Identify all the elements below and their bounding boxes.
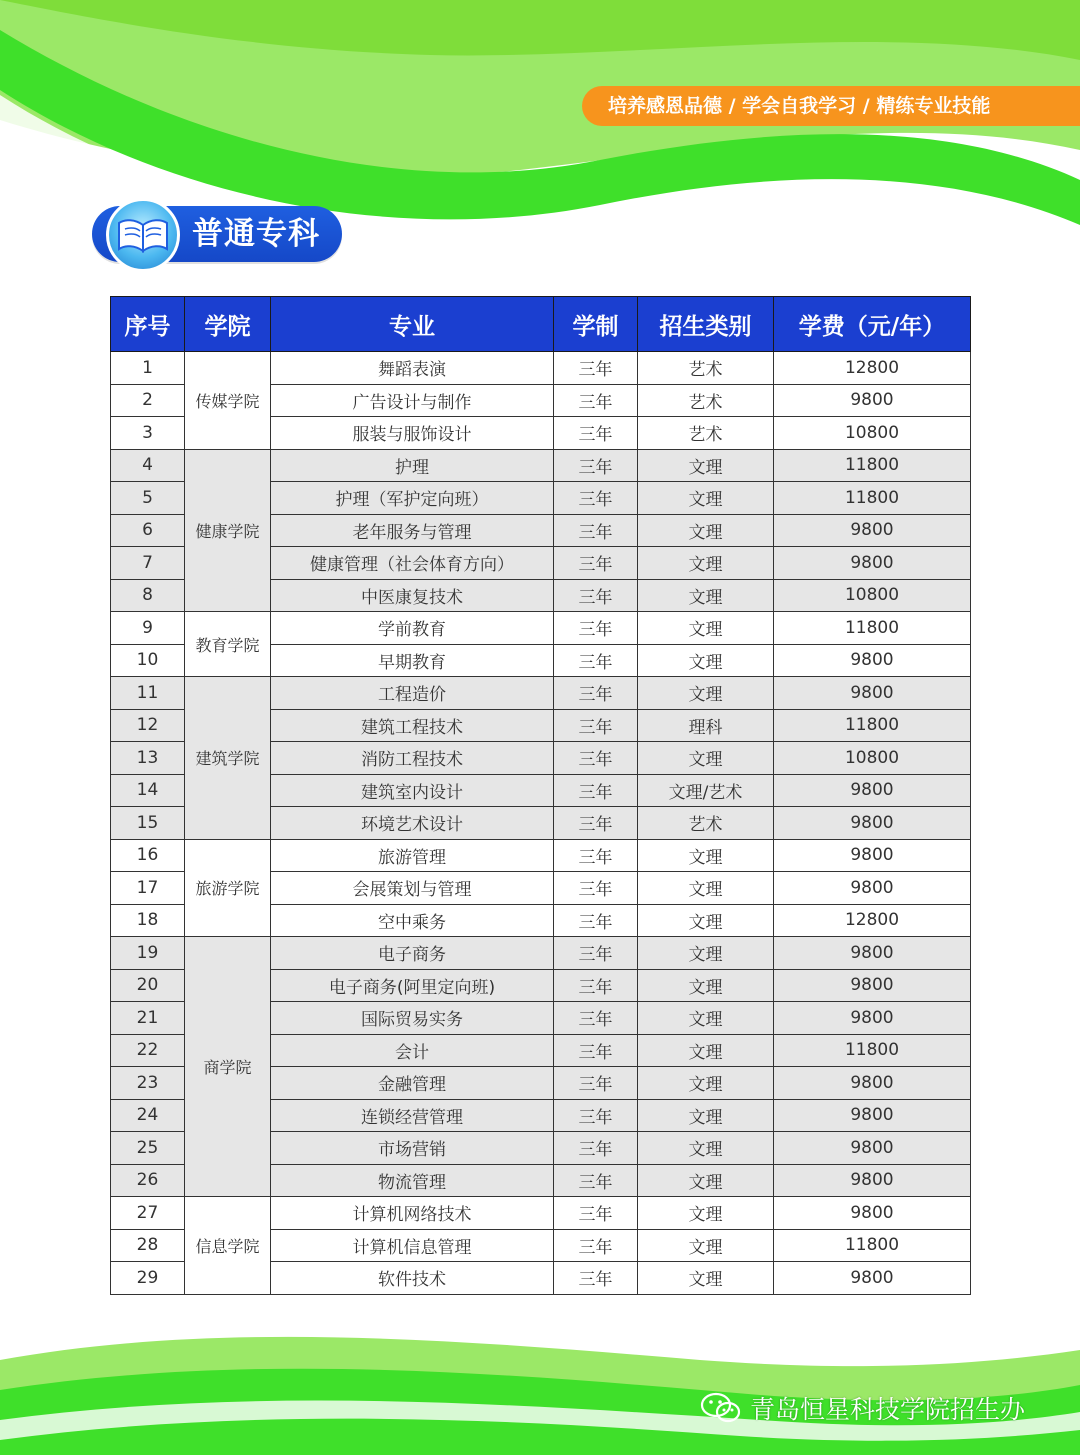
cell-tuition: 12800 (774, 904, 971, 937)
cell-duration: 三年 (554, 774, 638, 807)
cell-index: 9 (111, 612, 185, 645)
cell-tuition: 9800 (774, 1099, 971, 1132)
cell-college: 传媒学院 (185, 352, 271, 450)
cell-major: 中医康复技术 (271, 579, 554, 612)
cell-category: 文理 (638, 872, 774, 905)
table-row (111, 352, 971, 385)
cell-index: 16 (111, 839, 185, 872)
cell-duration: 三年 (554, 904, 638, 937)
table-row (111, 677, 971, 710)
cell-duration: 三年 (554, 417, 638, 450)
cell-category: 文理 (638, 482, 774, 515)
cell-index: 27 (111, 1197, 185, 1230)
header-index: 序号 (111, 297, 185, 352)
cell-duration: 三年 (554, 742, 638, 775)
cell-duration: 三年 (554, 1164, 638, 1197)
cell-duration: 三年 (554, 612, 638, 645)
cell-tuition: 9800 (774, 1262, 971, 1295)
cell-tuition: 11800 (774, 1229, 971, 1262)
cell-major: 连锁经营管理 (271, 1099, 554, 1132)
cell-duration: 三年 (554, 449, 638, 482)
cell-tuition: 11800 (774, 449, 971, 482)
cell-tuition: 11800 (774, 709, 971, 742)
cell-duration: 三年 (554, 1002, 638, 1035)
cell-tuition: 9800 (774, 807, 971, 840)
cell-duration: 三年 (554, 1229, 638, 1262)
watermark-text: 青岛恒星科技学院招生办 (750, 1395, 1026, 1424)
cell-major: 消防工程技术 (271, 742, 554, 775)
cell-index: 2 (111, 384, 185, 417)
cell-tuition: 12800 (774, 352, 971, 385)
cell-category: 文理 (638, 1034, 774, 1067)
cell-tuition: 9800 (774, 1002, 971, 1035)
cell-duration: 三年 (554, 1099, 638, 1132)
cell-major: 市场营销 (271, 1132, 554, 1165)
cell-index: 21 (111, 1002, 185, 1035)
cell-category: 艺术 (638, 384, 774, 417)
table-row (111, 449, 971, 482)
cell-college: 建筑学院 (185, 677, 271, 840)
header-category: 招生类别 (638, 297, 774, 352)
cell-college: 信息学院 (185, 1197, 271, 1295)
cell-category: 文理 (638, 677, 774, 710)
cell-tuition: 9800 (774, 969, 971, 1002)
cell-major: 护理（军护定向班） (271, 482, 554, 515)
cell-duration: 三年 (554, 514, 638, 547)
cell-duration: 三年 (554, 872, 638, 905)
header-college: 学院 (185, 297, 271, 352)
cell-duration: 三年 (554, 969, 638, 1002)
cell-tuition: 9800 (774, 1067, 971, 1100)
cell-duration: 三年 (554, 1067, 638, 1100)
cell-duration: 三年 (554, 1197, 638, 1230)
section-title: 普通专科 (192, 216, 320, 252)
cell-category: 艺术 (638, 417, 774, 450)
cell-duration: 三年 (554, 482, 638, 515)
cell-category: 文理 (638, 1099, 774, 1132)
cell-category: 理科 (638, 709, 774, 742)
cell-tuition: 9800 (774, 384, 971, 417)
cell-index: 22 (111, 1034, 185, 1067)
cell-index: 26 (111, 1164, 185, 1197)
cell-tuition: 10800 (774, 579, 971, 612)
cell-major: 会展策划与管理 (271, 872, 554, 905)
slogan-banner: 培养感恩品德 / 学会自我学习 / 精练专业技能 (582, 86, 1080, 126)
cell-tuition: 9800 (774, 1197, 971, 1230)
cell-duration: 三年 (554, 579, 638, 612)
header-tuition: 学费（元/年） (774, 297, 971, 352)
cell-major: 护理 (271, 449, 554, 482)
cell-index: 6 (111, 514, 185, 547)
cell-index: 18 (111, 904, 185, 937)
cell-tuition: 9800 (774, 937, 971, 970)
table-header-row (111, 297, 971, 352)
cell-category: 文理 (638, 514, 774, 547)
cell-duration: 三年 (554, 709, 638, 742)
cell-duration: 三年 (554, 1262, 638, 1295)
cell-category: 文理 (638, 579, 774, 612)
cell-tuition: 9800 (774, 872, 971, 905)
cell-college: 旅游学院 (185, 839, 271, 937)
cell-index: 19 (111, 937, 185, 970)
cell-index: 10 (111, 644, 185, 677)
cell-major: 软件技术 (271, 1262, 554, 1295)
cell-major: 旅游管理 (271, 839, 554, 872)
cell-category: 文理 (638, 1197, 774, 1230)
cell-index: 3 (111, 417, 185, 450)
cell-duration: 三年 (554, 1034, 638, 1067)
cell-major: 物流管理 (271, 1164, 554, 1197)
cell-duration: 三年 (554, 1132, 638, 1165)
cell-major: 工程造价 (271, 677, 554, 710)
cell-duration: 三年 (554, 384, 638, 417)
cell-index: 1 (111, 352, 185, 385)
table-body (111, 352, 971, 1295)
cell-index: 11 (111, 677, 185, 710)
table-row (111, 612, 971, 645)
cell-tuition: 9800 (774, 1164, 971, 1197)
cell-category: 文理 (638, 904, 774, 937)
cell-major: 舞蹈表演 (271, 352, 554, 385)
cell-tuition: 11800 (774, 1034, 971, 1067)
cell-tuition: 9800 (774, 839, 971, 872)
cell-duration: 三年 (554, 839, 638, 872)
cell-index: 29 (111, 1262, 185, 1295)
cell-college: 健康学院 (185, 449, 271, 612)
cell-duration: 三年 (554, 547, 638, 580)
header-duration: 学制 (554, 297, 638, 352)
cell-duration: 三年 (554, 644, 638, 677)
cell-tuition: 9800 (774, 677, 971, 710)
cell-category: 文理 (638, 1262, 774, 1295)
cell-major: 环境艺术设计 (271, 807, 554, 840)
cell-category: 文理 (638, 612, 774, 645)
cell-index: 5 (111, 482, 185, 515)
cell-major: 国际贸易实务 (271, 1002, 554, 1035)
cell-major: 建筑室内设计 (271, 774, 554, 807)
cell-college: 商学院 (185, 937, 271, 1197)
cell-category: 文理 (638, 742, 774, 775)
cell-index: 25 (111, 1132, 185, 1165)
cell-category: 文理 (638, 547, 774, 580)
cell-index: 13 (111, 742, 185, 775)
cell-tuition: 9800 (774, 547, 971, 580)
cell-category: 文理 (638, 1002, 774, 1035)
cell-category: 文理 (638, 644, 774, 677)
cell-major: 空中乘务 (271, 904, 554, 937)
wechat-icon (700, 1391, 742, 1425)
cell-tuition: 9800 (774, 514, 971, 547)
cell-category: 艺术 (638, 807, 774, 840)
cell-index: 28 (111, 1229, 185, 1262)
cell-tuition: 9800 (774, 1132, 971, 1165)
cell-category: 文理 (638, 839, 774, 872)
cell-index: 12 (111, 709, 185, 742)
cell-index: 4 (111, 449, 185, 482)
cell-tuition: 11800 (774, 482, 971, 515)
cell-index: 8 (111, 579, 185, 612)
cell-tuition: 11800 (774, 612, 971, 645)
cell-major: 金融管理 (271, 1067, 554, 1100)
cell-category: 文理 (638, 937, 774, 970)
cell-category: 文理 (638, 1164, 774, 1197)
cell-major: 学前教育 (271, 612, 554, 645)
cell-index: 23 (111, 1067, 185, 1100)
cell-major: 电子商务 (271, 937, 554, 970)
cell-duration: 三年 (554, 937, 638, 970)
majors-table (110, 296, 971, 1295)
cell-category: 文理 (638, 449, 774, 482)
cell-duration: 三年 (554, 807, 638, 840)
cell-category: 艺术 (638, 352, 774, 385)
table-row (111, 839, 971, 872)
open-book-icon (106, 198, 180, 272)
cell-tuition: 9800 (774, 644, 971, 677)
table-row (111, 1197, 971, 1230)
cell-major: 服装与服饰设计 (271, 417, 554, 450)
cell-major: 广告设计与制作 (271, 384, 554, 417)
cell-category: 文理 (638, 1229, 774, 1262)
cell-major: 建筑工程技术 (271, 709, 554, 742)
cell-tuition: 10800 (774, 742, 971, 775)
cell-duration: 三年 (554, 677, 638, 710)
table-row (111, 937, 971, 970)
cell-tuition: 10800 (774, 417, 971, 450)
cell-tuition: 9800 (774, 774, 971, 807)
cell-major: 老年服务与管理 (271, 514, 554, 547)
header-major: 专业 (271, 297, 554, 352)
cell-duration: 三年 (554, 352, 638, 385)
cell-index: 20 (111, 969, 185, 1002)
cell-index: 14 (111, 774, 185, 807)
cell-index: 7 (111, 547, 185, 580)
cell-major: 计算机网络技术 (271, 1197, 554, 1230)
cell-college: 教育学院 (185, 612, 271, 677)
cell-category: 文理/艺术 (638, 774, 774, 807)
cell-category: 文理 (638, 969, 774, 1002)
cell-category: 文理 (638, 1132, 774, 1165)
cell-index: 15 (111, 807, 185, 840)
cell-major: 健康管理（社会体育方向） (271, 547, 554, 580)
cell-category: 文理 (638, 1067, 774, 1100)
cell-major: 早期教育 (271, 644, 554, 677)
cell-major: 会计 (271, 1034, 554, 1067)
cell-index: 24 (111, 1099, 185, 1132)
cell-index: 17 (111, 872, 185, 905)
cell-major: 计算机信息管理 (271, 1229, 554, 1262)
cell-major: 电子商务(阿里定向班) (271, 969, 554, 1002)
watermark (700, 1388, 1025, 1428)
